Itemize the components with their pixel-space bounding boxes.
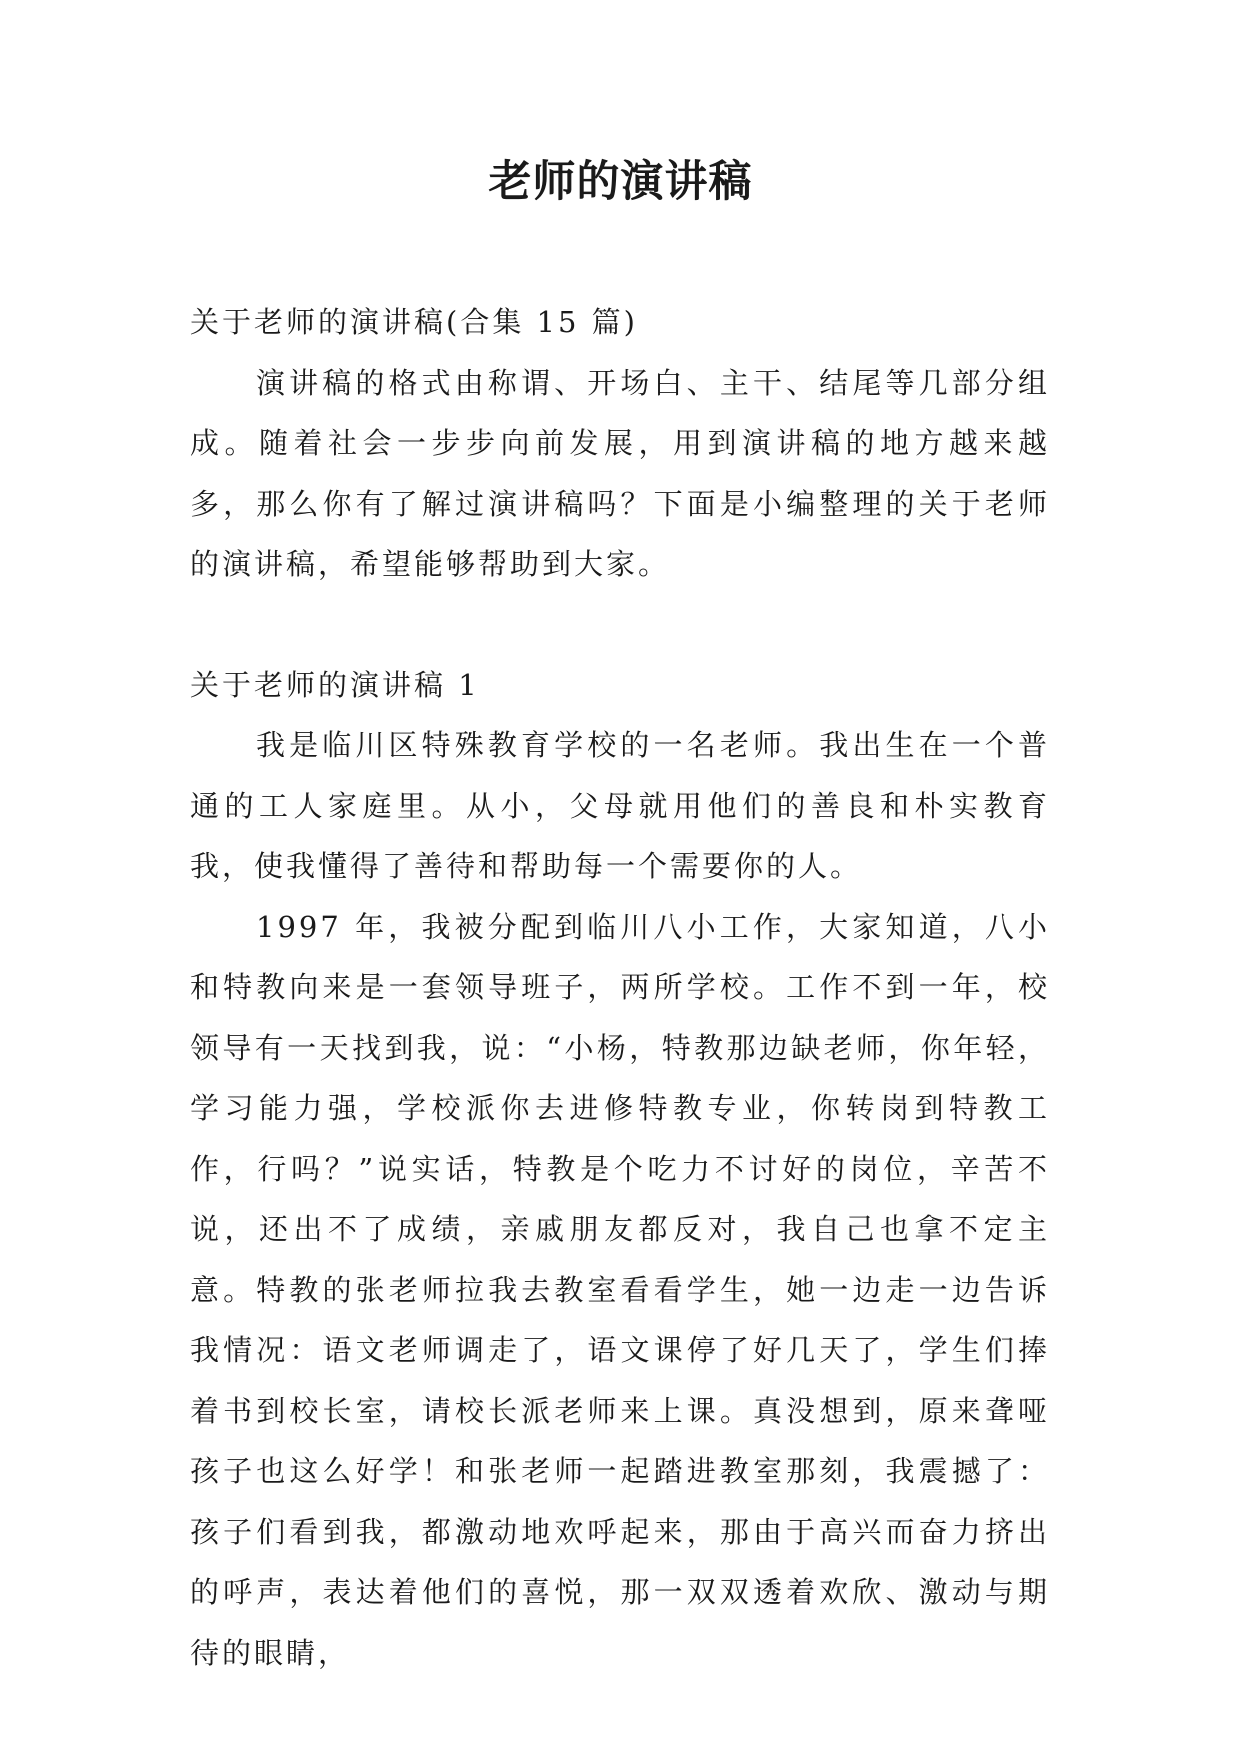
document-title: 老师的演讲稿 — [488, 157, 753, 207]
body-paragraph-2: 1997 年，我被分配到临川八小工作，大家知道，八小和特教向来是一套领导班子，两所学校。工作不到一年，校领导有一天找到我，说：“小杨，特教那边缺老师，你年轻，学习能力强，学校派你去进修特教专业，你转岗到特教工作，行吗？”说实话，特教是个吃力不讨好的岗位，辛苦不说，还出不了成绩，亲戚朋友都反对，我自己也拿不定主意。特教的张老师拉我去教室看看学生，她一边走一边告诉我情况：语文老师调走了，语文课停了好几天了，学生们捧着书到校长室，请校长派老师来上课。真没想到，原来聋哑孩子也这么好学！和张老师一起踏进教室那刻，我震撼了：孩子们看到我，都激动地欢呼起来，那由于高兴而奋力挤出的呼声，表达着他们的喜悦，那一双双透着欢欣、激动与期待的眼睛， — [190, 909, 1050, 1670]
intro-paragraph: 演讲稿的格式由称谓、开场白、主干、结尾等几部分组成。随着社会一步步向前发展，用到演讲稿的地方越来越多，那么你有了解过演讲稿吗？下面是小编整理的关于老师的演讲稿，希望能够帮助到大家。 — [190, 365, 1050, 581]
document-body — [190, 292, 1050, 1683]
collection-heading: 关于老师的演讲稿(合集 15 篇) — [190, 305, 638, 339]
section-spacer — [190, 595, 1050, 655]
body-paragraph-1: 我是临川区特殊教育学校的一名老师。我出生在一个普通的工人家庭里。从小，父母就用他们的善良和朴实教育我，使我懂得了善待和帮助每一个需要你的人。 — [190, 728, 1050, 883]
section-heading: 关于老师的演讲稿 1 — [190, 667, 480, 702]
